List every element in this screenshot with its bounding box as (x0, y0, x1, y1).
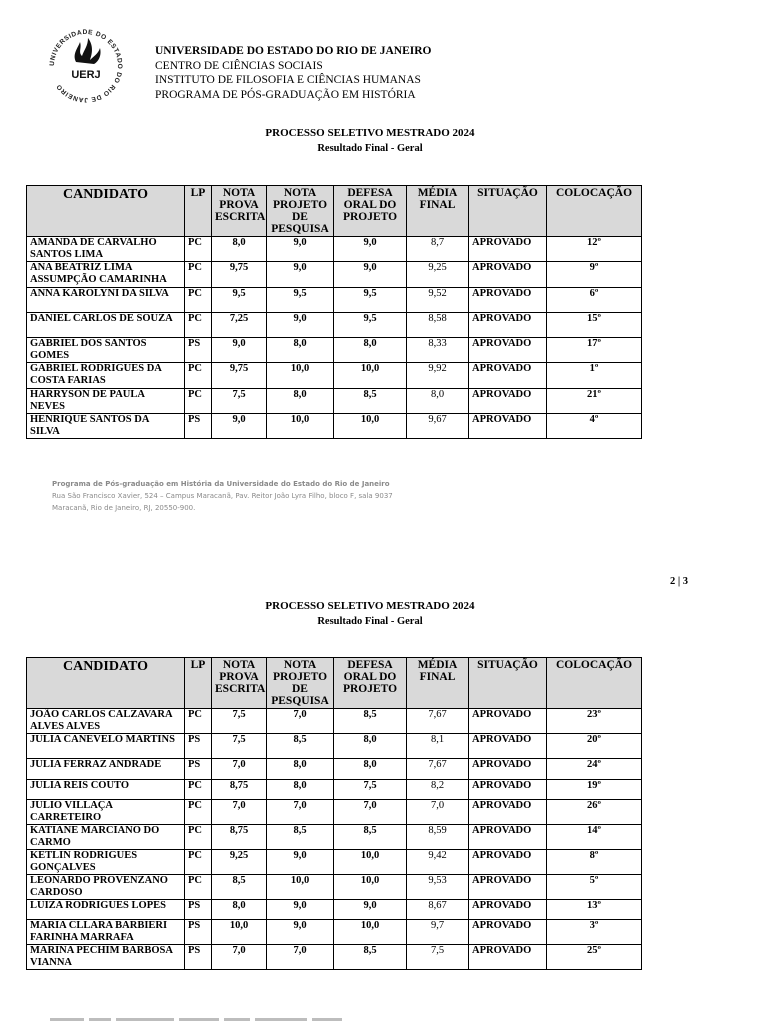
page-subtitle: Resultado Final - Geral (317, 616, 423, 627)
cell-situacao: APROVADO (469, 900, 547, 920)
cell-situacao: APROVADO (469, 237, 547, 262)
cell-defesa: 8,5 (334, 945, 407, 970)
col-nota-projeto: NOTA PROJETO DE PESQUISA (267, 658, 334, 709)
logo-ring-text: UNIVERSIDADE DO ESTADO DO RIO DE JANEIRO (48, 28, 124, 104)
cell-colocacao: 19º (547, 780, 642, 800)
results-table-1 (26, 185, 642, 439)
page-title-block-2 (0, 599, 740, 629)
cell-colocacao: 17º (547, 338, 642, 363)
cell-nota-projeto: 10,0 (267, 363, 334, 389)
cell-defesa: 9,5 (334, 313, 407, 338)
cell-candidato: ANNA KAROLYNI DA SILVA (27, 288, 185, 313)
cell-media: 8,1 (407, 734, 469, 759)
footer-address: Rua São Francisco Xavier, 524 – Campus Maracanã, Pav. Reitor João Lyra Filho, bloco F, sala 9037 (52, 492, 393, 500)
cell-nota-projeto: 9,0 (267, 262, 334, 288)
cell-lp: PC (185, 389, 212, 414)
cell-candidato: LEONARDO PROVENZANO CARDOSO (27, 875, 185, 900)
page-title: PROCESSO SELETIVO MESTRADO 2024 (265, 600, 475, 612)
cell-candidato: GABRIEL DOS SANTOS GOMES (27, 338, 185, 363)
cell-lp: PC (185, 237, 212, 262)
cell-lp: PC (185, 800, 212, 825)
cell-colocacao: 23º (547, 709, 642, 734)
cell-nota-prova: 9,25 (212, 850, 267, 875)
cell-media: 9,67 (407, 414, 469, 439)
cell-candidato: DANIEL CARLOS DE SOUZA (27, 313, 185, 338)
col-defesa: DEFESA ORAL DO PROJETO (334, 186, 407, 237)
cell-candidato: KATIANE MARCIANO DO CARMO (27, 825, 185, 850)
cell-nota-projeto: 10,0 (267, 414, 334, 439)
col-candidato: CANDIDATO (27, 658, 185, 709)
col-colocacao: COLOCAÇÃO (547, 658, 642, 709)
page-title-block (0, 126, 740, 156)
cell-lp: PS (185, 945, 212, 970)
cell-colocacao: 3º (547, 920, 642, 945)
header-institute: INSTITUTO DE FILOSOFIA E CIÊNCIAS HUMANAS (155, 74, 421, 86)
cell-colocacao: 4º (547, 414, 642, 439)
cell-nota-projeto: 9,0 (267, 237, 334, 262)
cell-situacao: APROVADO (469, 734, 547, 759)
cell-colocacao: 21º (547, 389, 642, 414)
cell-lp: PC (185, 875, 212, 900)
table-header-row (27, 186, 642, 237)
col-situacao: SITUAÇÃO (469, 658, 547, 709)
cell-defesa: 8,0 (334, 338, 407, 363)
cell-lp: PC (185, 850, 212, 875)
cell-candidato: JOÃO CARLOS CALZAVARA ALVES ALVES (27, 709, 185, 734)
cell-situacao: APROVADO (469, 780, 547, 800)
cell-colocacao: 8º (547, 850, 642, 875)
col-candidato: CANDIDATO (27, 186, 185, 237)
cell-lp: PC (185, 709, 212, 734)
cell-lp: PS (185, 900, 212, 920)
col-defesa: DEFESA ORAL DO PROJETO (334, 658, 407, 709)
cell-situacao: APROVADO (469, 945, 547, 970)
table-row (27, 237, 642, 262)
cell-colocacao: 24º (547, 759, 642, 780)
cell-colocacao: 20º (547, 734, 642, 759)
cell-nota-projeto: 7,0 (267, 800, 334, 825)
cell-nota-projeto: 8,5 (267, 734, 334, 759)
table-row (27, 262, 642, 288)
col-nota-projeto: NOTA PROJETO DE PESQUISA (267, 186, 334, 237)
cell-situacao: APROVADO (469, 288, 547, 313)
cell-defesa: 10,0 (334, 414, 407, 439)
page-title: PROCESSO SELETIVO MESTRADO 2024 (265, 127, 475, 139)
table-row (27, 825, 642, 850)
cell-media: 7,67 (407, 709, 469, 734)
cell-media: 9,92 (407, 363, 469, 389)
cell-nota-prova: 9,0 (212, 338, 267, 363)
cell-colocacao: 12º (547, 237, 642, 262)
cell-candidato: MARINA PECHIM BARBOSA VIANNA (27, 945, 185, 970)
cell-defesa: 9,0 (334, 262, 407, 288)
table-row (27, 945, 642, 970)
cell-nota-projeto: 8,0 (267, 759, 334, 780)
cell-situacao: APROVADO (469, 262, 547, 288)
cell-situacao: APROVADO (469, 800, 547, 825)
cell-nota-prova: 7,5 (212, 709, 267, 734)
cell-nota-projeto: 9,0 (267, 313, 334, 338)
cell-nota-projeto: 10,0 (267, 875, 334, 900)
cell-candidato: JULIA REIS COUTO (27, 780, 185, 800)
cell-nota-prova: 9,75 (212, 262, 267, 288)
cell-lp: PS (185, 338, 212, 363)
table-header-row (27, 658, 642, 709)
cell-media: 9,42 (407, 850, 469, 875)
cell-media: 9,25 (407, 262, 469, 288)
cell-lp: PC (185, 288, 212, 313)
cell-colocacao: 6º (547, 288, 642, 313)
table-row (27, 338, 642, 363)
cell-defesa: 8,5 (334, 389, 407, 414)
institution-header (155, 44, 431, 102)
table-row (27, 414, 642, 439)
cell-defesa: 10,0 (334, 850, 407, 875)
cell-media: 8,2 (407, 780, 469, 800)
cell-situacao: APROVADO (469, 414, 547, 439)
header-center: CENTRO DE CIÊNCIAS SOCIAIS (155, 59, 323, 72)
page-subtitle: Resultado Final - Geral (317, 143, 423, 154)
table-row (27, 734, 642, 759)
cell-media: 7,0 (407, 800, 469, 825)
cell-nota-prova: 8,75 (212, 825, 267, 850)
col-situacao: SITUAÇÃO (469, 186, 547, 237)
cell-nota-prova: 8,75 (212, 780, 267, 800)
table-row (27, 363, 642, 389)
cell-nota-prova: 7,5 (212, 734, 267, 759)
cell-nota-projeto: 8,0 (267, 338, 334, 363)
cut-off-footer-line (50, 1018, 380, 1024)
table-row (27, 920, 642, 945)
table-row (27, 389, 642, 414)
cell-nota-prova: 9,75 (212, 363, 267, 389)
cell-nota-prova: 7,0 (212, 800, 267, 825)
cell-lp: PC (185, 363, 212, 389)
logo-acronym: UERJ (71, 69, 101, 81)
results-body-1 (27, 237, 642, 439)
cell-situacao: APROVADO (469, 875, 547, 900)
cell-defesa: 9,0 (334, 237, 407, 262)
col-media: MÉDIA FINAL (407, 658, 469, 709)
cell-defesa: 9,5 (334, 288, 407, 313)
cell-media: 9,7 (407, 920, 469, 945)
results-body-2 (27, 709, 642, 970)
cell-nota-prova: 8,0 (212, 900, 267, 920)
cell-candidato: ANA BEATRIZ LIMA ASSUMPÇÃO CAMARINHA (27, 262, 185, 288)
cell-candidato: HARRYSON DE PAULA NEVES (27, 389, 185, 414)
svg-text:UNIVERSIDADE DO ESTADO DO RIO (49, 29, 123, 103)
cell-lp: PC (185, 313, 212, 338)
col-colocacao: COLOCAÇÃO (547, 186, 642, 237)
cell-nota-projeto: 8,5 (267, 825, 334, 850)
cell-candidato: JULIA FERRAZ ANDRADE (27, 759, 185, 780)
cell-situacao: APROVADO (469, 338, 547, 363)
col-lp: LP (185, 658, 212, 709)
cell-nota-prova: 9,5 (212, 288, 267, 313)
cell-nota-prova: 8,0 (212, 237, 267, 262)
cell-nota-projeto: 9,0 (267, 850, 334, 875)
cell-lp: PS (185, 759, 212, 780)
cell-defesa: 9,0 (334, 900, 407, 920)
cell-nota-projeto: 7,0 (267, 709, 334, 734)
cell-colocacao: 15º (547, 313, 642, 338)
cell-nota-prova: 10,0 (212, 920, 267, 945)
cell-candidato: MARIA CLLARA BARBIERI FARINHA MARRAFA (27, 920, 185, 945)
table-row (27, 900, 642, 920)
cell-nota-prova: 7,25 (212, 313, 267, 338)
flame-icon (75, 38, 101, 64)
cell-nota-projeto: 9,0 (267, 900, 334, 920)
cell-lp: PC (185, 825, 212, 850)
cell-nota-projeto: 9,5 (267, 288, 334, 313)
cell-media: 8,7 (407, 237, 469, 262)
table-row (27, 850, 642, 875)
cell-lp: PS (185, 414, 212, 439)
cell-situacao: APROVADO (469, 825, 547, 850)
cell-lp: PS (185, 920, 212, 945)
cell-lp: PC (185, 780, 212, 800)
cell-situacao: APROVADO (469, 709, 547, 734)
cell-nota-projeto: 7,0 (267, 945, 334, 970)
header-program: PROGRAMA DE PÓS-GRADUAÇÃO EM HISTÓRIA (155, 88, 416, 101)
cell-colocacao: 26º (547, 800, 642, 825)
cell-defesa: 10,0 (334, 875, 407, 900)
cell-nota-projeto: 8,0 (267, 780, 334, 800)
cell-nota-projeto: 9,0 (267, 920, 334, 945)
footer-program: Programa de Pós-graduação em História da Universidade do Estado do Rio de Janeiro (52, 480, 390, 488)
table-row (27, 313, 642, 338)
cell-candidato: GABRIEL RODRIGUES DA COSTA FARIAS (27, 363, 185, 389)
cell-colocacao: 13º (547, 900, 642, 920)
cell-defesa: 8,5 (334, 825, 407, 850)
cell-defesa: 8,0 (334, 734, 407, 759)
cell-media: 9,52 (407, 288, 469, 313)
cell-candidato: HENRIQUE SANTOS DA SILVA (27, 414, 185, 439)
col-media: MÉDIA FINAL (407, 186, 469, 237)
cell-defesa: 7,5 (334, 780, 407, 800)
table-row (27, 288, 642, 313)
cell-media: 9,53 (407, 875, 469, 900)
col-lp: LP (185, 186, 212, 237)
cell-situacao: APROVADO (469, 850, 547, 875)
cell-defesa: 10,0 (334, 920, 407, 945)
cell-media: 7,67 (407, 759, 469, 780)
cell-media: 8,58 (407, 313, 469, 338)
cell-defesa: 8,0 (334, 759, 407, 780)
cell-nota-prova: 7,0 (212, 945, 267, 970)
cell-colocacao: 9º (547, 262, 642, 288)
cell-candidato: JULIA CANEVELO MARTINS (27, 734, 185, 759)
cell-media: 7,5 (407, 945, 469, 970)
cell-media: 8,0 (407, 389, 469, 414)
cell-situacao: APROVADO (469, 313, 547, 338)
cell-colocacao: 5º (547, 875, 642, 900)
page-number: 2 | 3 (670, 576, 689, 587)
cell-lp: PS (185, 734, 212, 759)
cell-defesa: 10,0 (334, 363, 407, 389)
header-university: UNIVERSIDADE DO ESTADO DO RIO DE JANEIRO (155, 45, 432, 57)
col-nota-prova: NOTA PROVA ESCRITA (212, 186, 267, 237)
cell-defesa: 8,5 (334, 709, 407, 734)
cell-media: 8,33 (407, 338, 469, 363)
cell-candidato: JULIO VILLAÇA CARRETEIRO (27, 800, 185, 825)
cell-candidato: AMANDA DE CARVALHO SANTOS LIMA (27, 237, 185, 262)
cell-colocacao: 14º (547, 825, 642, 850)
page-footer (52, 478, 393, 514)
cell-situacao: APROVADO (469, 363, 547, 389)
uerj-logo (40, 26, 132, 106)
cell-colocacao: 1º (547, 363, 642, 389)
cell-colocacao: 25º (547, 945, 642, 970)
cell-lp: PC (185, 262, 212, 288)
cell-candidato: LUIZA RODRIGUES LOPES (27, 900, 185, 920)
results-table-2 (26, 657, 642, 970)
col-nota-prova: NOTA PROVA ESCRITA (212, 658, 267, 709)
table-row (27, 709, 642, 734)
cell-nota-prova: 7,0 (212, 759, 267, 780)
table-row (27, 800, 642, 825)
footer-city: Maracanã, Rio de Janeiro, RJ, 20550-900. (52, 504, 196, 512)
cell-media: 8,67 (407, 900, 469, 920)
cell-nota-projeto: 8,0 (267, 389, 334, 414)
cell-nota-prova: 7,5 (212, 389, 267, 414)
cell-nota-prova: 9,0 (212, 414, 267, 439)
cell-situacao: APROVADO (469, 389, 547, 414)
cell-defesa: 7,0 (334, 800, 407, 825)
table-row (27, 759, 642, 780)
cell-situacao: APROVADO (469, 920, 547, 945)
cell-candidato: KETLIN RODRIGUES GONÇALVES (27, 850, 185, 875)
cell-nota-prova: 8,5 (212, 875, 267, 900)
cell-situacao: APROVADO (469, 759, 547, 780)
table-row (27, 875, 642, 900)
cell-media: 8,59 (407, 825, 469, 850)
table-row (27, 780, 642, 800)
